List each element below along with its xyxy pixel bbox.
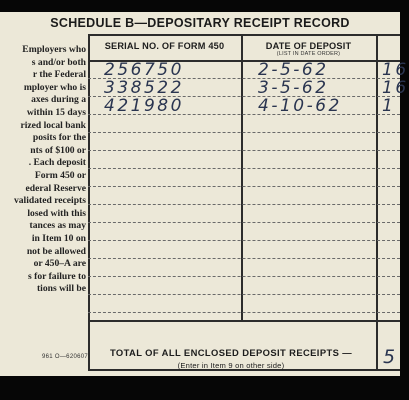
entry-row-rule (88, 150, 400, 151)
entry-row-rule (88, 312, 400, 313)
total-label-block (88, 347, 374, 370)
entry-row-rule (88, 114, 400, 115)
entry-row-rule (88, 276, 400, 277)
instruction-line: tances as may (29, 220, 86, 232)
entry-row-rule (88, 222, 400, 223)
amount-entry: 16 (382, 60, 409, 80)
instruction-line: Employers who (22, 44, 86, 55)
instruction-line: . Each deposit (28, 157, 86, 169)
instructions-text (0, 44, 86, 296)
total-top-border (88, 320, 400, 322)
serial-entry: 256750 (104, 60, 184, 80)
schedule-title: SCHEDULE B—DEPOSITARY RECEIPT RECORD (50, 16, 350, 30)
entry-row-rule (88, 96, 400, 97)
receipt-table (88, 34, 409, 370)
instruction-line: in Item 10 on (31, 232, 86, 244)
instruction-line: nts of $100 or (30, 144, 86, 156)
total-label: TOTAL OF ALL ENCLOSED DEPOSIT RECEIPTS — (109, 347, 353, 358)
entry-row-rule (88, 294, 400, 295)
instruction-line: axes during a (31, 94, 86, 106)
column-divider (241, 34, 243, 320)
instruction-line: s and/or both (31, 56, 86, 68)
amount-entry: 1 (382, 96, 396, 116)
instruction-line: tions will be (36, 283, 86, 295)
instruction-line: ederal Reserve (25, 182, 86, 194)
date-entry: 4-10-62 (258, 96, 342, 116)
instruction-line: validated receipts (13, 195, 86, 207)
amount-entry: 16 (382, 78, 409, 98)
date-column-subheader: (LIST IN DATE ORDER) (276, 51, 341, 57)
total-note: (Enter in Item 9 on other side) (177, 361, 285, 370)
serial-entry: 338522 (104, 78, 184, 98)
instruction-line: rized local bank (20, 119, 86, 131)
instruction-line: s for failure to (28, 270, 86, 282)
instruction-line: within 15 days (26, 106, 86, 118)
form-code: 961 O—620607 (42, 354, 88, 360)
date-column-header: DATE OF DEPOSIT (265, 41, 352, 51)
instruction-line: not be allowed (26, 245, 86, 257)
depositary-receipt-card (0, 12, 409, 376)
instruction-line: posits for the (32, 132, 86, 144)
instruction-line: or 450–A are (33, 258, 86, 270)
entry-row-rule (88, 78, 400, 79)
entry-row-rule (88, 240, 400, 241)
total-value: 5 (383, 346, 396, 368)
entry-row-rule (88, 168, 400, 169)
instruction-line: mployer who is (23, 81, 86, 93)
serial-entry: 421980 (104, 96, 184, 116)
instruction-line: losed with this (27, 207, 86, 219)
entry-row-rule (88, 204, 400, 205)
table-top-border (88, 34, 400, 36)
entry-row-rule (88, 258, 400, 259)
serial-column-header: SERIAL NO. OF FORM 450 (104, 41, 225, 51)
instruction-line: Form 450 or (34, 169, 86, 181)
instruction-line: r the Federal (32, 69, 86, 81)
entry-row-rule (88, 186, 400, 187)
entry-row-rule (88, 132, 400, 133)
date-entry: 2-5-62 (258, 60, 329, 80)
date-entry: 3-5-62 (258, 78, 329, 98)
